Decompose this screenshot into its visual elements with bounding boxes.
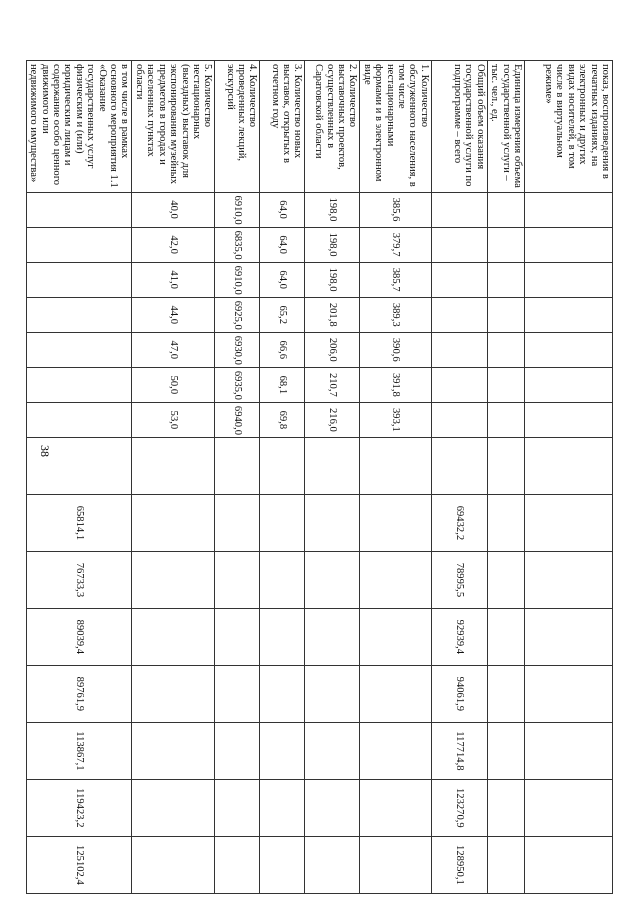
table-cell <box>305 722 360 779</box>
table-cell <box>525 332 613 367</box>
table-cell: 385,7 <box>360 262 431 297</box>
table-cell: 78995,5 <box>431 551 487 608</box>
rotated-table-wrapper <box>28 60 613 894</box>
table-cell <box>260 722 305 779</box>
table-cell: 64,0 <box>260 192 305 227</box>
table-cell <box>487 665 524 722</box>
table-cell <box>525 551 613 608</box>
table-cell <box>431 402 487 437</box>
table-cell <box>487 192 524 227</box>
table-cell <box>525 262 613 297</box>
table-cell <box>360 608 431 665</box>
table-cell <box>260 551 305 608</box>
table-cell <box>26 367 132 402</box>
table-cell <box>305 608 360 665</box>
table-cell: 117714,8 <box>431 722 487 779</box>
table-cell <box>525 367 613 402</box>
table-row <box>260 61 305 894</box>
table-cell: 198,0 <box>305 227 360 262</box>
table-cell: 391,8 <box>360 367 431 402</box>
table-cell: 385,6 <box>360 192 431 227</box>
row-label: показ, воспроизведения в печатных изданиях, на электронных и других видах носителей, в том числе в виртуальном режиме» <box>525 61 613 193</box>
table-cell <box>26 297 132 332</box>
table-row <box>132 61 215 894</box>
table-cell <box>305 779 360 836</box>
table-cell <box>132 665 215 722</box>
table-cell: 128950,1 <box>431 836 487 893</box>
table-cell: 40,0 <box>132 192 215 227</box>
table-cell <box>487 227 524 262</box>
table-cell <box>487 437 524 494</box>
table-cell <box>26 227 132 262</box>
table-cell: 64,0 <box>260 227 305 262</box>
table-cell: 47,0 <box>132 332 215 367</box>
table-cell: 125102,4 <box>26 836 132 893</box>
table-cell: 44,0 <box>132 297 215 332</box>
table-cell <box>132 437 215 494</box>
table-cell <box>26 332 132 367</box>
table-cell <box>431 227 487 262</box>
table-cell <box>215 836 260 893</box>
table-cell <box>431 297 487 332</box>
table-cell: 6925,0 <box>215 297 260 332</box>
table-cell <box>525 297 613 332</box>
table-cell: 76733,3 <box>26 551 132 608</box>
table-cell <box>525 836 613 893</box>
table-cell <box>132 836 215 893</box>
table-cell <box>525 665 613 722</box>
table-cell <box>305 494 360 551</box>
table-cell: 42,0 <box>132 227 215 262</box>
table-cell <box>487 297 524 332</box>
table-cell: 41,0 <box>132 262 215 297</box>
table-cell <box>431 437 487 494</box>
table-cell: 6835,0 <box>215 227 260 262</box>
table-cell <box>132 779 215 836</box>
table-cell: 123270,9 <box>431 779 487 836</box>
table-cell <box>26 262 132 297</box>
table-cell: 69,8 <box>260 402 305 437</box>
row-label: 5. Количество нестационарных (выездных) выставок для экспонирования музейных предметов в городах и населенных пунктах области <box>132 61 215 193</box>
row-label: в том числе в рамках основного мероприятия 1.1 «Оказание государственных услуг физическим и (или) юридическим лицам и содержание особо ценного движимого или недвижимого имущества» <box>26 61 132 193</box>
table-cell <box>260 665 305 722</box>
table-cell <box>26 192 132 227</box>
table-cell: 6910,0 <box>215 192 260 227</box>
page-number-text: 38 <box>38 445 52 457</box>
table-cell: 94061,9 <box>431 665 487 722</box>
data-table <box>26 60 613 894</box>
table-cell: 65814,1 <box>26 494 132 551</box>
table-cell <box>487 332 524 367</box>
table-cell <box>360 722 431 779</box>
table-cell: 119423,2 <box>26 779 132 836</box>
table-cell <box>360 437 431 494</box>
table-cell: 64,0 <box>260 262 305 297</box>
table-cell: 92939,4 <box>431 608 487 665</box>
table-cell <box>487 836 524 893</box>
table-row <box>215 61 260 894</box>
table-cell <box>132 551 215 608</box>
table-cell <box>487 262 524 297</box>
table-row <box>360 61 431 894</box>
row-label: Единица измерения объема государственной услуги – тыс. чел., ед. <box>487 61 524 193</box>
table-cell: 89761,9 <box>26 665 132 722</box>
table-cell <box>260 779 305 836</box>
table-cell <box>215 722 260 779</box>
table-cell <box>525 192 613 227</box>
table-row <box>305 61 360 894</box>
table-cell <box>525 779 613 836</box>
table-cell <box>260 608 305 665</box>
table-cell: 206,0 <box>305 332 360 367</box>
table-cell: 198,0 <box>305 262 360 297</box>
table-cell: 65,2 <box>260 297 305 332</box>
table-cell <box>525 608 613 665</box>
table-cell <box>26 437 132 494</box>
table-cell <box>305 665 360 722</box>
table-row <box>431 61 487 894</box>
row-label: 2. Количество выставочных проектов, осуществленных в Саратовской области <box>305 61 360 193</box>
table-cell <box>431 367 487 402</box>
table-cell: 6940,0 <box>215 402 260 437</box>
table-cell <box>431 192 487 227</box>
table-cell <box>487 551 524 608</box>
table-cell <box>360 551 431 608</box>
table-cell <box>215 665 260 722</box>
table-cell <box>215 608 260 665</box>
table-cell <box>360 665 431 722</box>
table-cell <box>215 551 260 608</box>
table-cell <box>487 367 524 402</box>
table-cell <box>431 262 487 297</box>
table-cell <box>525 402 613 437</box>
table-cell <box>487 494 524 551</box>
table-cell <box>525 494 613 551</box>
row-label: 4. Количество проведенных лекций, экскурсий <box>215 61 260 193</box>
row-label: 3. Количество новых выставок, открытых в отчетном году <box>260 61 305 193</box>
table-cell <box>487 779 524 836</box>
table-cell <box>305 437 360 494</box>
table-cell: 6935,0 <box>215 367 260 402</box>
table-cell <box>525 227 613 262</box>
table-cell: 198,0 <box>305 192 360 227</box>
table-cell <box>360 836 431 893</box>
row-label: 1. Количество обслуженного населения, в том числе нестационарными формами и в электронном виде <box>360 61 431 193</box>
row-label: Общий объем оказания государственной услуги по подпрограмме – всего <box>431 61 487 193</box>
table-cell: 6930,0 <box>215 332 260 367</box>
table-cell: 390,6 <box>360 332 431 367</box>
table-cell <box>132 494 215 551</box>
table-row <box>525 61 613 894</box>
table-cell: 89039,4 <box>26 608 132 665</box>
table-cell <box>525 722 613 779</box>
table-cell <box>487 608 524 665</box>
table-cell <box>215 779 260 836</box>
table-row <box>487 61 524 894</box>
table-cell <box>431 332 487 367</box>
table-cell: 393,1 <box>360 402 431 437</box>
table-cell: 379,7 <box>360 227 431 262</box>
table-cell <box>525 437 613 494</box>
table-row <box>26 61 132 894</box>
table-cell <box>132 608 215 665</box>
table-cell: 6910,0 <box>215 262 260 297</box>
table-cell <box>215 494 260 551</box>
table-cell <box>260 836 305 893</box>
table-cell: 113867,1 <box>26 722 132 779</box>
table-cell <box>215 437 260 494</box>
table-cell: 53,0 <box>132 402 215 437</box>
table-cell: 201,8 <box>305 297 360 332</box>
table-cell: 68,1 <box>260 367 305 402</box>
table-cell: 69432,2 <box>431 494 487 551</box>
table-cell <box>487 722 524 779</box>
table-cell: 216,0 <box>305 402 360 437</box>
table-cell <box>360 494 431 551</box>
table-cell <box>260 437 305 494</box>
table-cell: 389,3 <box>360 297 431 332</box>
table-cell: 50,0 <box>132 367 215 402</box>
table-cell <box>132 722 215 779</box>
table-cell <box>487 402 524 437</box>
table-cell: 210,7 <box>305 367 360 402</box>
table-cell: 66,6 <box>260 332 305 367</box>
table-cell <box>305 836 360 893</box>
table-cell <box>305 551 360 608</box>
table-cell <box>360 779 431 836</box>
table-cell <box>26 402 132 437</box>
table-cell <box>260 494 305 551</box>
